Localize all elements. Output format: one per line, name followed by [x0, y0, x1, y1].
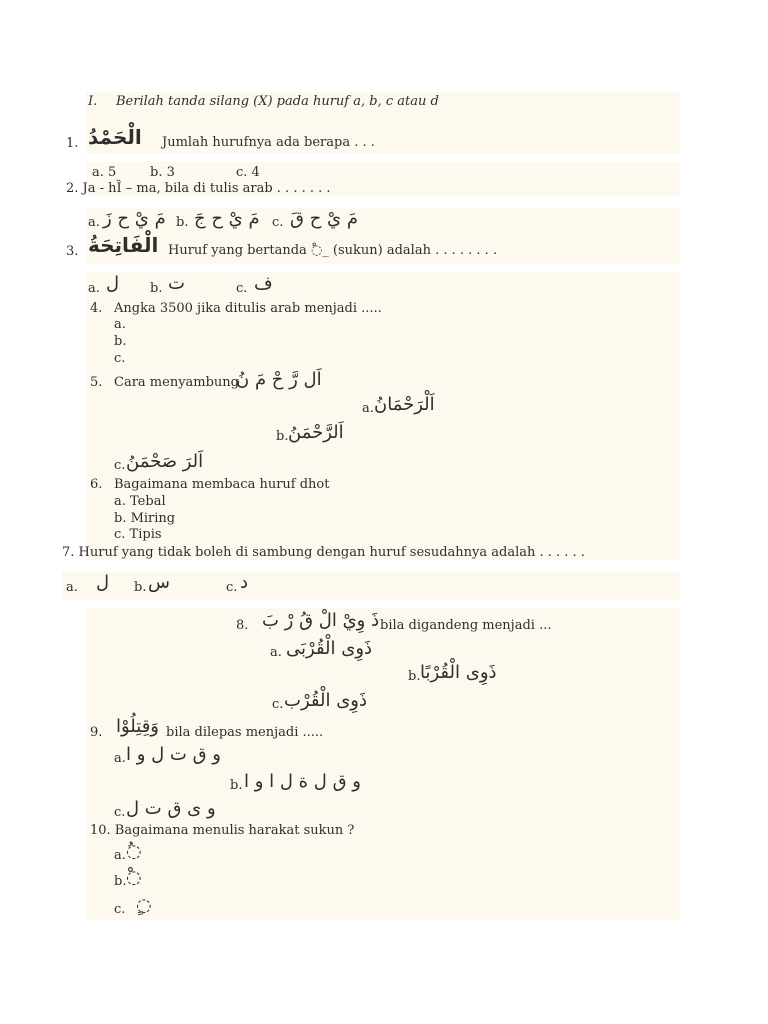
- q4-option-a: a.: [114, 317, 126, 332]
- q3-option-a-label: a.: [88, 281, 100, 296]
- q2-option-a-arabic: مَ يْ ح زَ: [103, 208, 166, 229]
- q9-option-b-label: b.: [230, 778, 243, 793]
- q8-option-a-arabic: ذَوِى الْقُرْبَى: [286, 638, 373, 659]
- q5-option-b-arabic: اَلرَّحْمَنُ: [288, 422, 344, 443]
- q4-question: Angka 3500 jika ditulis arab menjadi .....: [114, 301, 382, 316]
- q1-question: Jumlah hurufnya ada berapa . . .: [162, 135, 375, 150]
- q6-number: 6.: [90, 477, 103, 492]
- q10-option-a-arabic: ◌ُ: [126, 841, 142, 862]
- q9-question: bila dilepas menjadi .....: [166, 725, 324, 740]
- q7-option-b-arabic: س: [148, 572, 170, 593]
- q1-arabic: الْحَمْدُ: [88, 125, 142, 149]
- q7-option-a-label: a.: [66, 580, 78, 595]
- q10-option-a-label: a.: [114, 848, 126, 863]
- q7-option-c-label: c.: [226, 580, 238, 595]
- q2-option-b-label: b.: [176, 215, 189, 230]
- q2-option-a-label: a.: [88, 215, 100, 230]
- q4-option-c: c.: [114, 351, 126, 366]
- q9-number: 9.: [90, 725, 103, 740]
- q8-question: bila digandeng menjadi ...: [380, 618, 552, 633]
- q10-question: 10. Bagaimana menulis harakat sukun ?: [90, 823, 355, 838]
- q7-option-b-label: b.: [134, 580, 147, 595]
- q10-option-b-label: b.: [114, 874, 127, 889]
- q8-option-b-label: b.: [408, 669, 421, 684]
- q8-option-a-label: a.: [270, 645, 282, 660]
- q3-arabic: الْفَاتِحَةُ: [88, 233, 159, 257]
- instruction-text: Berilah tanda silang (X) pada huruf a, b, c atau d: [116, 94, 439, 109]
- instruction-numeral: I.: [88, 94, 98, 109]
- q7-option-c-arabic: د: [240, 572, 249, 593]
- q9-option-c-label: c.: [114, 805, 126, 820]
- q7-question: 7. Huruf yang tidak boleh di sambung dengan huruf sesudahnya adalah . . . . . .: [62, 545, 585, 560]
- q10-option-c-arabic: ◌ٍ: [136, 895, 152, 916]
- q10-option-b-arabic: ◌ْ: [126, 867, 142, 888]
- q5-arabic: اَل رَّ حْ مَ نُ: [236, 369, 322, 390]
- q4-option-b: b.: [114, 334, 127, 349]
- q3-option-b-arabic: ت: [168, 273, 185, 294]
- q5-option-c-arabic: اَلرَ صَحْمَنُ: [126, 451, 204, 472]
- q3-option-a-arabic: ل: [106, 273, 120, 294]
- q5-number: 5.: [90, 375, 103, 390]
- q3-option-b-label: b.: [150, 281, 163, 296]
- q10-option-c-label: c.: [114, 902, 126, 917]
- q4-number: 4.: [90, 301, 103, 316]
- q9-option-a-label: a.: [114, 751, 126, 766]
- q5-question: Cara menyambung: [114, 375, 239, 390]
- q3-option-c-label: c.: [236, 281, 248, 296]
- q5-option-a-label: a.: [362, 401, 374, 416]
- q9-option-a-arabic: و ق ت ل و ا: [126, 744, 221, 765]
- q1-number: 1.: [66, 136, 79, 151]
- q5-option-a-arabic: اَلْرَحْمَانُ: [374, 394, 435, 415]
- q2-option-c-label: c.: [272, 215, 284, 230]
- q3-question: Huruf yang bertanda ◌ْ_ (sukun) adalah . . . . . . . .: [168, 243, 498, 258]
- q8-arabic: ذَ وِيْ الْ قُ رْ بَ: [262, 610, 380, 631]
- q9-option-b-arabic: و ق ل ة ل ا و ا: [244, 771, 361, 792]
- q1-option-a: a. 5: [92, 165, 117, 180]
- q1-option-c: c. 4: [236, 165, 260, 180]
- q7-option-a-arabic: ل: [96, 572, 110, 593]
- q1-option-b: b. 3: [150, 165, 175, 180]
- q6-option-a: a. Tebal: [114, 494, 166, 509]
- q9-arabic: وَقِتِلُوْا: [116, 716, 159, 737]
- q6-option-b: b. Miring: [114, 511, 176, 526]
- q8-option-b-arabic: ذَوِى الْقُرْبًا: [420, 662, 497, 683]
- q5-option-b-label: b.: [276, 429, 289, 444]
- q2-option-b-arabic: مَ يْ ح جَ: [194, 208, 260, 229]
- q3-option-c-arabic: ف: [254, 273, 273, 294]
- q6-option-c: c. Tipis: [114, 527, 162, 542]
- q2-question: 2. Ja - hȈ – ma, bila di tulis arab . . . . . . .: [66, 181, 331, 196]
- q9-option-c-arabic: و ى ق ت ل: [126, 798, 216, 819]
- q2-option-c-arabic: مَ يْ ح قَ: [290, 208, 358, 229]
- q5-option-c-label: c.: [114, 458, 126, 473]
- q8-option-c-arabic: ذَوِى الْقُرْب: [284, 690, 367, 711]
- q8-number: 8.: [236, 618, 249, 633]
- q8-option-c-label: c.: [272, 697, 284, 712]
- q3-number: 3.: [66, 244, 79, 259]
- q6-question: Bagaimana membaca huruf dhot: [114, 477, 330, 492]
